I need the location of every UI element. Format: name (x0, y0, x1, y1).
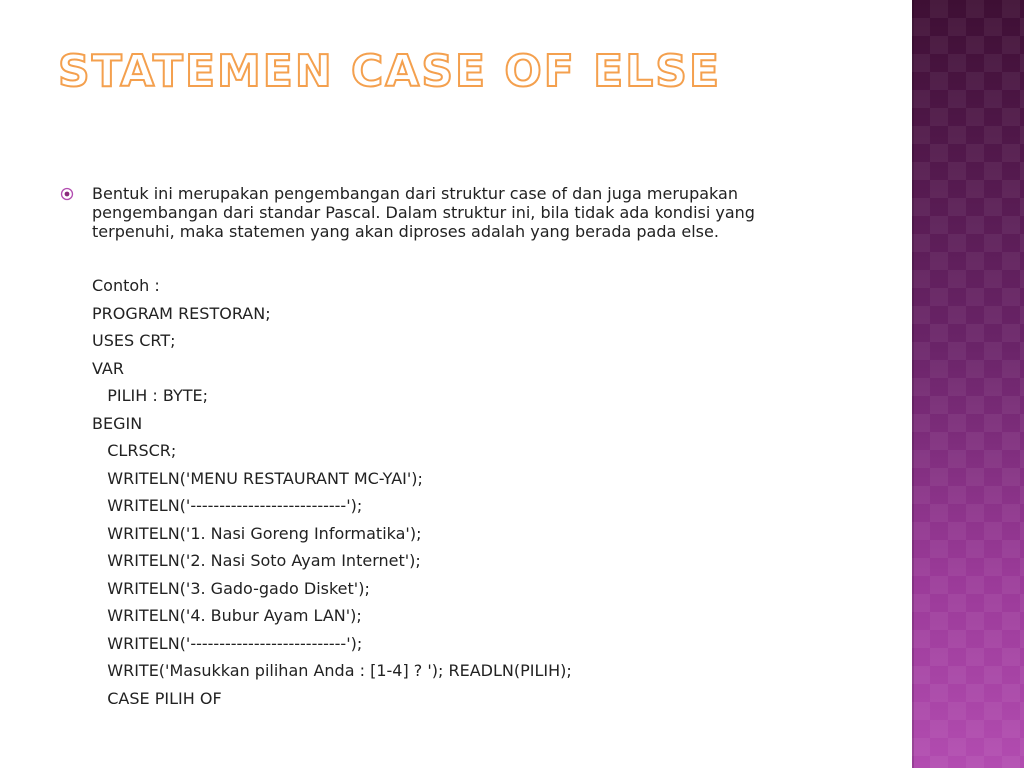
code-line: BEGIN (92, 413, 143, 433)
code-line: USES CRT; (92, 331, 176, 350)
code-line: WRITELN('---------------------------'); (92, 496, 363, 515)
code-line: WRITELN('4. Bubur Ayam LAN'); (92, 606, 362, 625)
code-line: WRITELN('3. Gado-gado Disket'); (92, 578, 370, 598)
code-line: WRITELN('2. Nasi Soto Ayam Internet'); (92, 551, 421, 570)
slide-title: STATEMEN CASE OF ELSE (58, 46, 722, 97)
code-line: PILIH : BYTE; (92, 386, 208, 405)
code-line: WRITELN('1. Nasi Goreng Informatika'); (92, 523, 422, 543)
code-line: WRITELN('---------------------------'); (92, 633, 363, 653)
code-line: CLRSCR; (92, 441, 177, 460)
circled-dot-icon (60, 187, 74, 201)
code-line: CASE PILIH OF (92, 688, 222, 708)
code-line: WRITE('Masukkan pilihan Anda : [1-4] ? '); READLN(PILIH); (92, 661, 572, 680)
bullet-item (60, 184, 820, 241)
bullet-text: Bentuk ini merupakan pengembangan dari struktur case of dan juga merupakan pengembangan dari standar Pascal. Dalam struktur ini, bila tidak ada kondisi yang terpenuhi, maka statemen yang akan diproses adalah yang berada pada else. (92, 184, 755, 241)
code-example (92, 276, 572, 716)
code-line: Contoh : (92, 276, 160, 295)
code-line: WRITELN('MENU RESTAURANT MC-YAI'); (92, 468, 423, 488)
decorative-side-panel (912, 0, 1024, 768)
code-line: VAR (92, 358, 124, 378)
code-line: PROGRAM RESTORAN; (92, 303, 271, 323)
